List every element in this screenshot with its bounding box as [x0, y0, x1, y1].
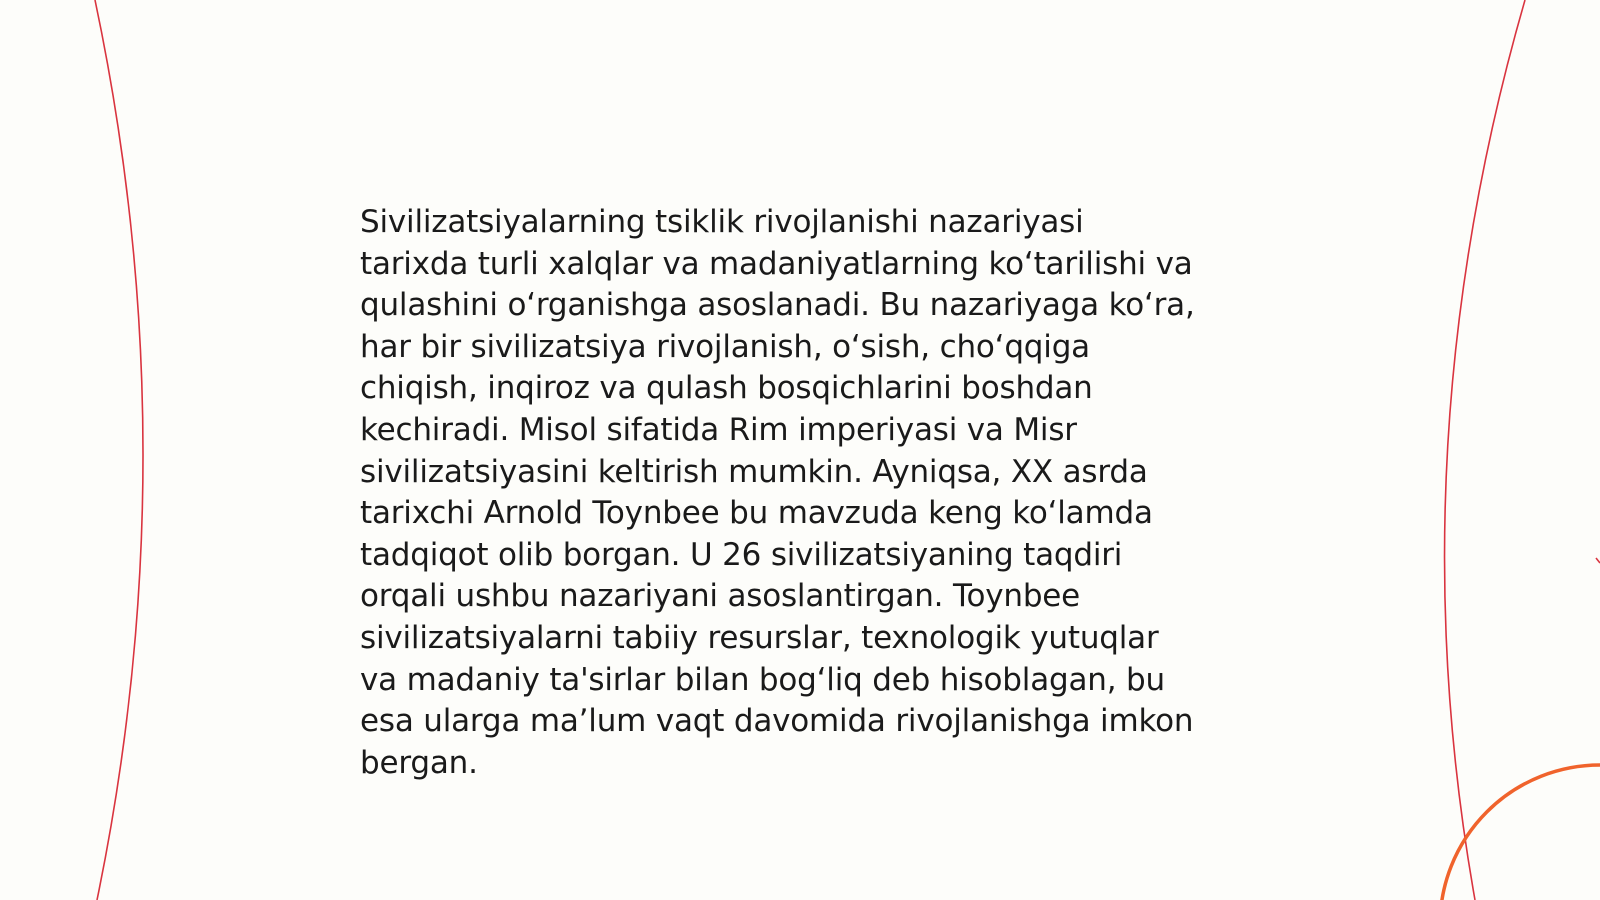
left-arc-line — [95, 0, 143, 900]
paragraph-line: sivilizatsiyasini keltirish mumkin. Ayniqsa, XX asrda — [360, 453, 1148, 490]
paragraph-line: tarixchi Arnold Toynbee bu mavzuda keng koʻlamda — [360, 495, 1153, 532]
paragraph-line: esa ularga maʼlum vaqt davomida rivojlanishga imkon — [360, 703, 1194, 740]
body-paragraph — [360, 202, 1250, 784]
paragraph-line: orqali ushbu nazariyani asoslantirgan. Toynbee — [360, 578, 1081, 615]
paragraph-line: va madaniy ta'sirlar bilan bogʻliq deb hisoblagan, bu — [360, 661, 1165, 698]
paragraph-line: sivilizatsiyalarni tabiiy resurslar, texnologik yutuqlar — [360, 619, 1159, 656]
right-edge-tick — [1596, 558, 1600, 563]
paragraph-line: tarixda turli xalqlar va madaniyatlarning koʻtarilishi va — [360, 245, 1193, 282]
paragraph-line: har bir sivilizatsiya rivojlanish, oʻsish, choʻqqiga — [360, 328, 1090, 365]
paragraph-line: tadqiqot olib borgan. U 26 sivilizatsiyaning taqdiri — [360, 536, 1123, 573]
paragraph-line: chiqish, inqiroz va qulash bosqichlarini boshdan — [360, 370, 1093, 407]
paragraph-line: bergan. — [360, 744, 478, 781]
paragraph-line: kechiradi. Misol sifatida Rim imperiyasi va Misr — [360, 411, 1077, 448]
paragraph-line: Sivilizatsiyalarning tsiklik rivojlanishi nazariyasi — [360, 204, 1084, 240]
paragraph-line: qulashini oʻrganishga asoslanadi. Bu nazariyaga koʻra, — [360, 287, 1195, 324]
right-arc-line — [1445, 0, 1525, 900]
